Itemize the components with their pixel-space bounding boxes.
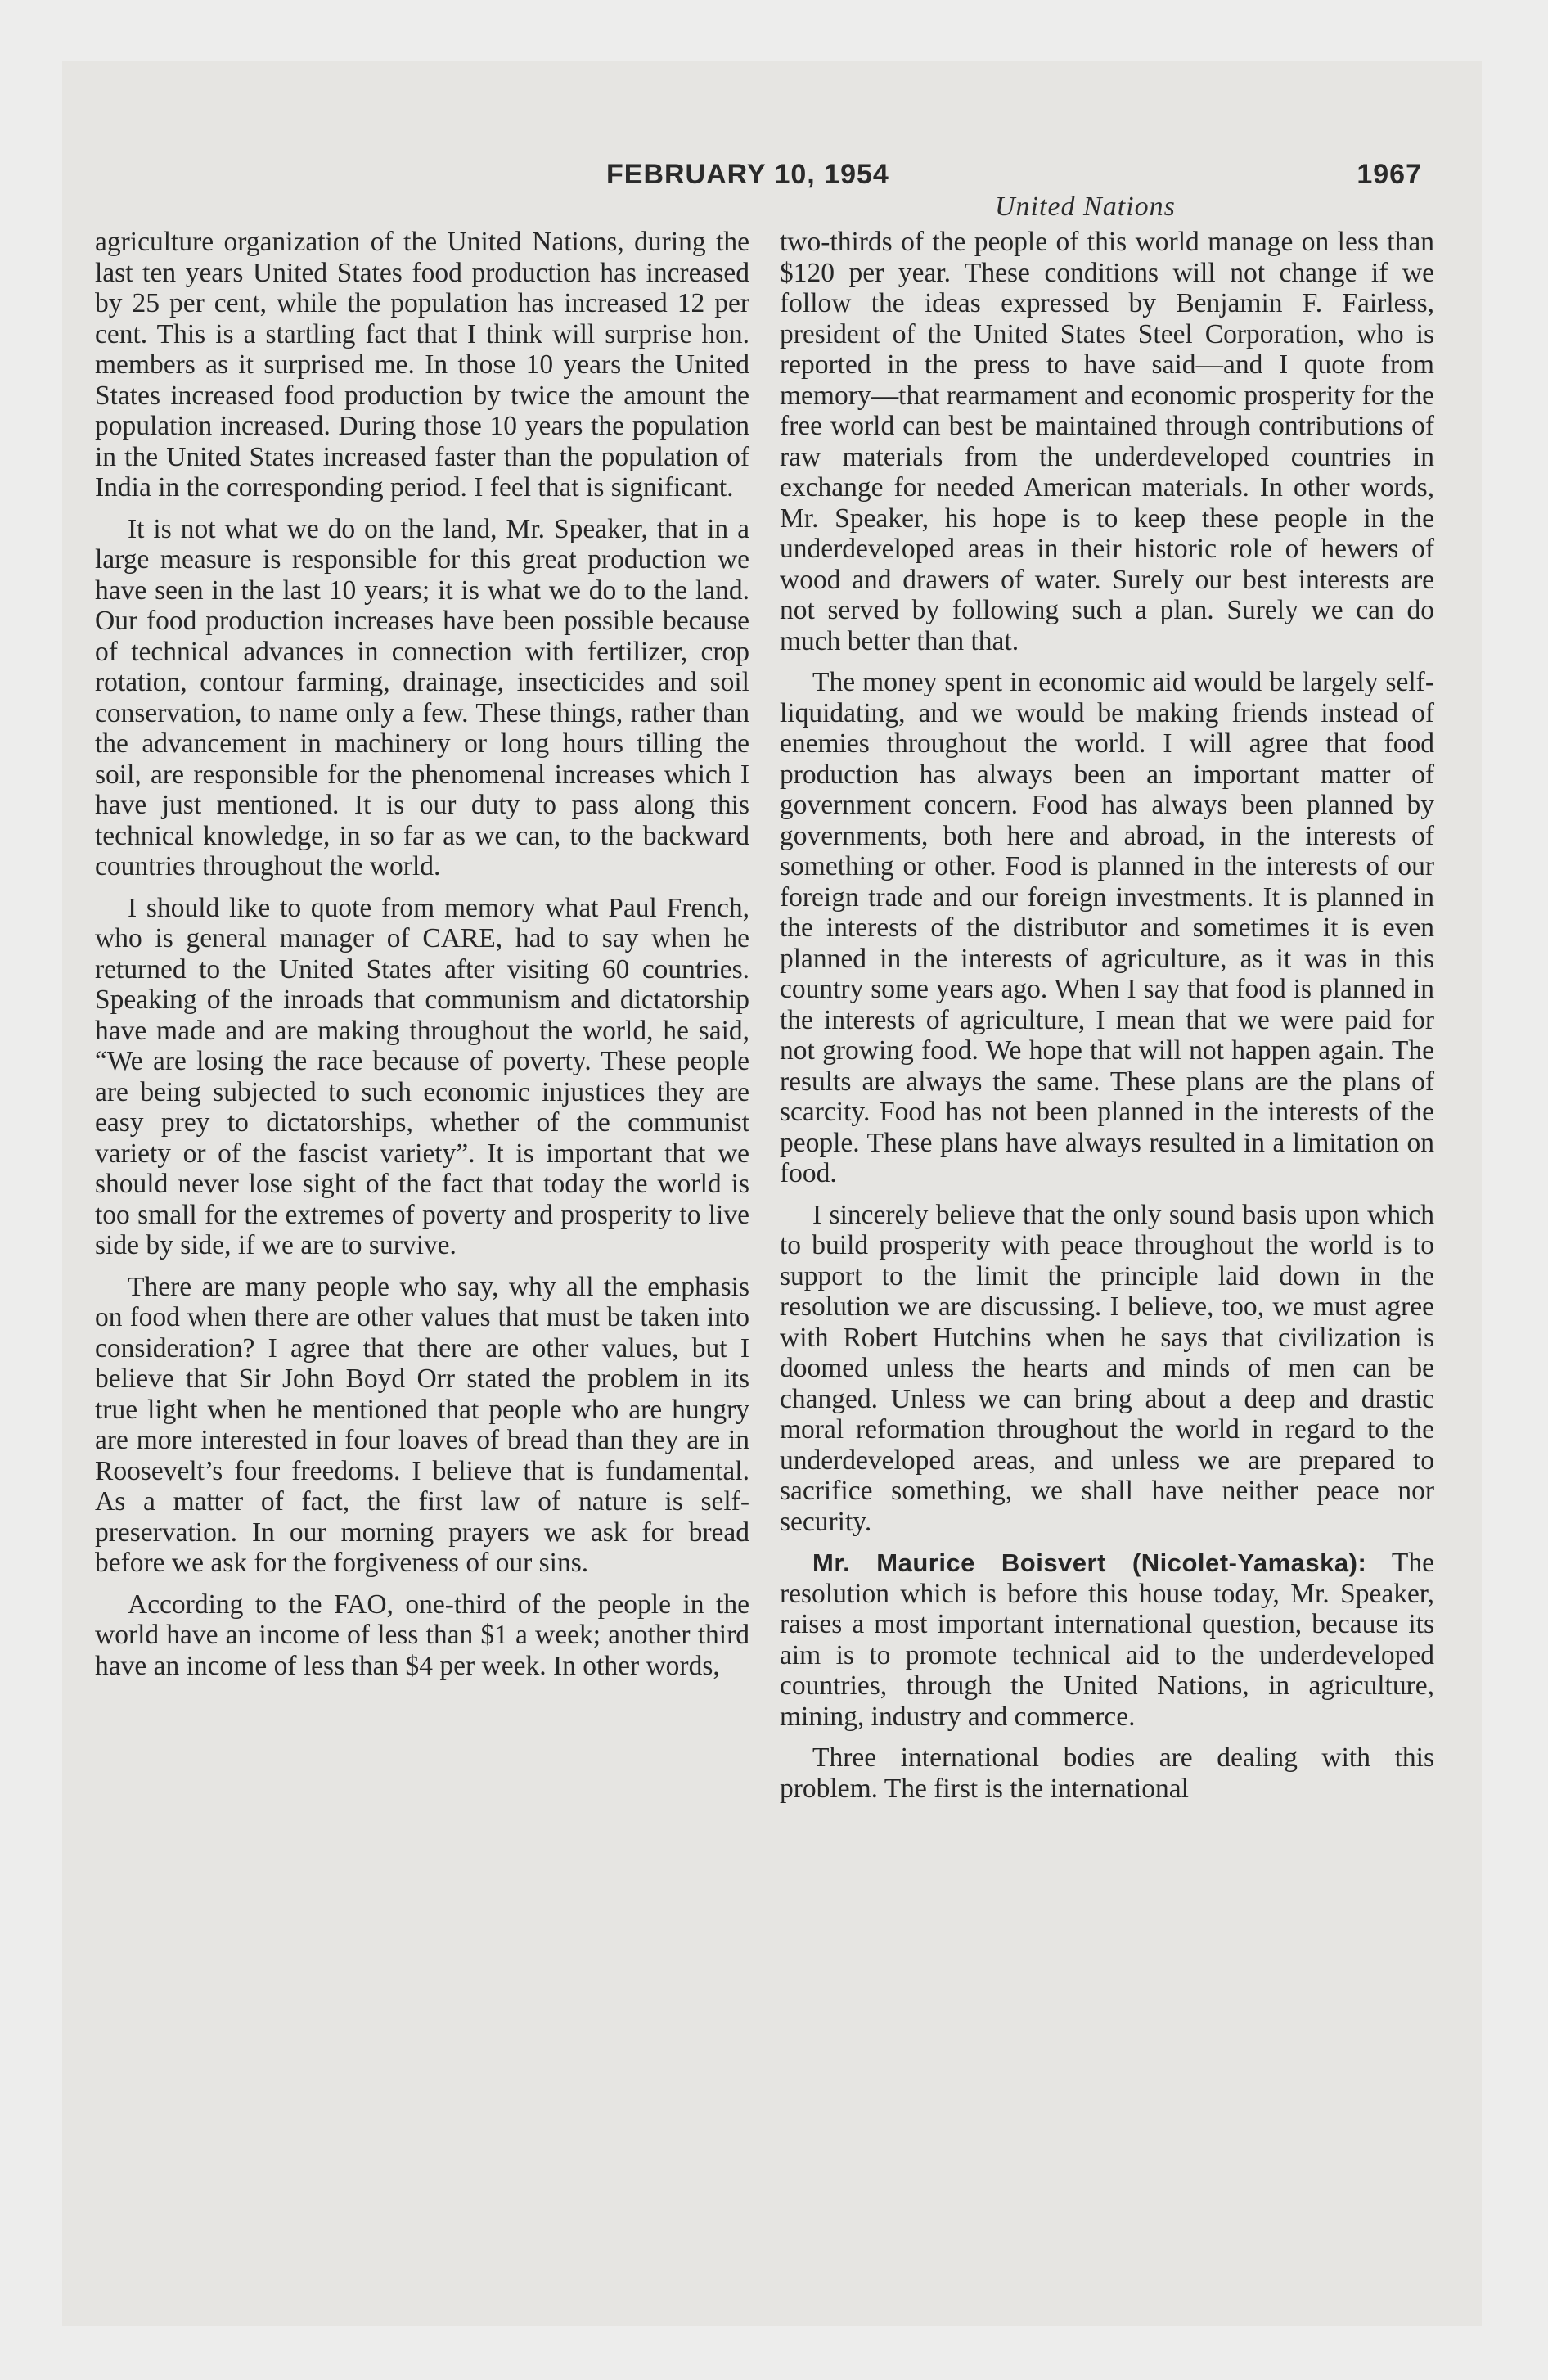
- paragraph: It is not what we do on the land, Mr. Speaker, that in a large measure is responsible for this great production we have seen in the last 10 years; it is what we do to the land. Our food production increases have been possible because of technical advances in connection with fertilizer, crop rotation, contour farming, drainage, insecticides and soil conservation, to name only a few. These things, rather than the advancement in machinery or long hours tilling the soil, are responsible for the phenomenal increases which I have just mentioned. It is our duty to pass along this technical knowledge, in so far as we can, to the backward countries throughout the world.: [95, 513, 749, 881]
- header-date: FEBRUARY 10, 1954: [606, 159, 889, 190]
- left-column: [95, 227, 749, 1692]
- page-number: 1967: [1357, 159, 1422, 190]
- paragraph: agriculture organization of the United Nations, during the last ten years United States food production has increased by 25 per cent, while the population has increased 12 per cent. This is a startling fact that I think will surprise hon. members as it surprised me. In those 10 years the United States increased food production by twice the amount the population increased. During those 10 years the population in the United States increased faster than the population of India in the corresponding period. I feel that is significant.: [95, 227, 749, 503]
- speaker-name: Mr. Maurice Boisvert (Nicolet-Yamaska):: [812, 1548, 1367, 1577]
- paragraph: The money spent in economic aid would be largely self-liquidating, and we would be making friends instead of enemies throughout the world. I will agree that food production has always been an important matter of government concern. Food has always been planned by governments, both here and abroad, in the interests of something or other. Food is planned in the interests of our foreign trade and our foreign investments. It is planned in the interests of the distributor and sometimes it is even planned in the interests of agriculture, as it was in this country some years ago. When I say that food is planned in the interests of agriculture, I mean that we were paid for not growing food. We hope that will not happen again. The results are always the same. These plans are the plans of scarcity. Food has not been planned in the interests of the people. These plans have always resulted in a limitation on food.: [780, 667, 1434, 1188]
- right-column: [780, 227, 1434, 1814]
- paragraph: Three international bodies are dealing with this problem. The first is the international: [780, 1742, 1434, 1804]
- paragraph: two-thirds of the people of this world manage on less than $120 per year. These conditions will not change if we follow the ideas expressed by Benjamin F. Fairless, president of the United States Steel Corporation, who is reported in the press to have said—and I quote from memory—that rearmament and economic prosperity for the free world can best be maintained through contributions of raw materials from the underdeveloped countries in exchange for needed American materials. In other words, Mr. Speaker, his hope is to keep these people in the underdeveloped areas in their historic role of hewers of wood and drawers of water. Surely our best interests are not served by following such a plan. Surely we can do much better than that.: [780, 227, 1434, 656]
- paragraph: I sincerely believe that the only sound basis upon which to build prosperity with peace throughout the world is to support to the limit the principle laid down in the resolution we are discussing. I believe, too, we must agree with Robert Hutchins when he says that civilization is doomed unless the hearts and minds of men can be changed. Unless we can bring about a deep and drastic moral reformation throughout the world in regard to the underdeveloped areas, and unless we are prepared to sacrifice something, we shall have neither peace nor security.: [780, 1199, 1434, 1537]
- paragraph: I should like to quote from memory what Paul French, who is general manager of CARE, had to say when he returned to the United States after visiting 60 countries. Speaking of the inroads that communism and dictatorship have made and are making throughout the world, he said, “We are losing the race because of poverty. These people are being subjected to such economic injustices they are easy prey to dictatorships, whether of the communist variety or of the fascist variety”. It is important that we should never lose sight of the fact that today the world is too small for the extremes of poverty and prosperity to live side by side, if we are to survive.: [95, 892, 749, 1260]
- speaker-paragraph: [780, 1548, 1434, 1732]
- section-title: United Nations: [995, 192, 1176, 222]
- paragraph: There are many people who say, why all the emphasis on food when there are other values that must be taken into consideration? I agree that there are other values, but I believe that Sir John Boyd Orr stated the problem in its true light when he mentioned that people who are hungry are more interested in four loaves of bread than they are in Roosevelt’s four freedoms. I believe that is fundamental. As a matter of fact, the first law of nature is self-preservation. In our morning prayers we ask for bread before we ask for the forgiveness of our sins.: [95, 1271, 749, 1578]
- paragraph-text: The resolution which is before this house today, Mr. Speaker, raises a most important international question, because its aim is to promote technical aid to the underdeveloped countries, through the United Nations, in agriculture, mining, industry and commerce.: [780, 1548, 1434, 1732]
- running-head: [62, 159, 1482, 208]
- hansard-page: [62, 61, 1482, 2326]
- paragraph: According to the FAO, one-third of the people in the world have an income of less than $1 a week; another third have an income of less than $4 per week. In other words,: [95, 1589, 749, 1681]
